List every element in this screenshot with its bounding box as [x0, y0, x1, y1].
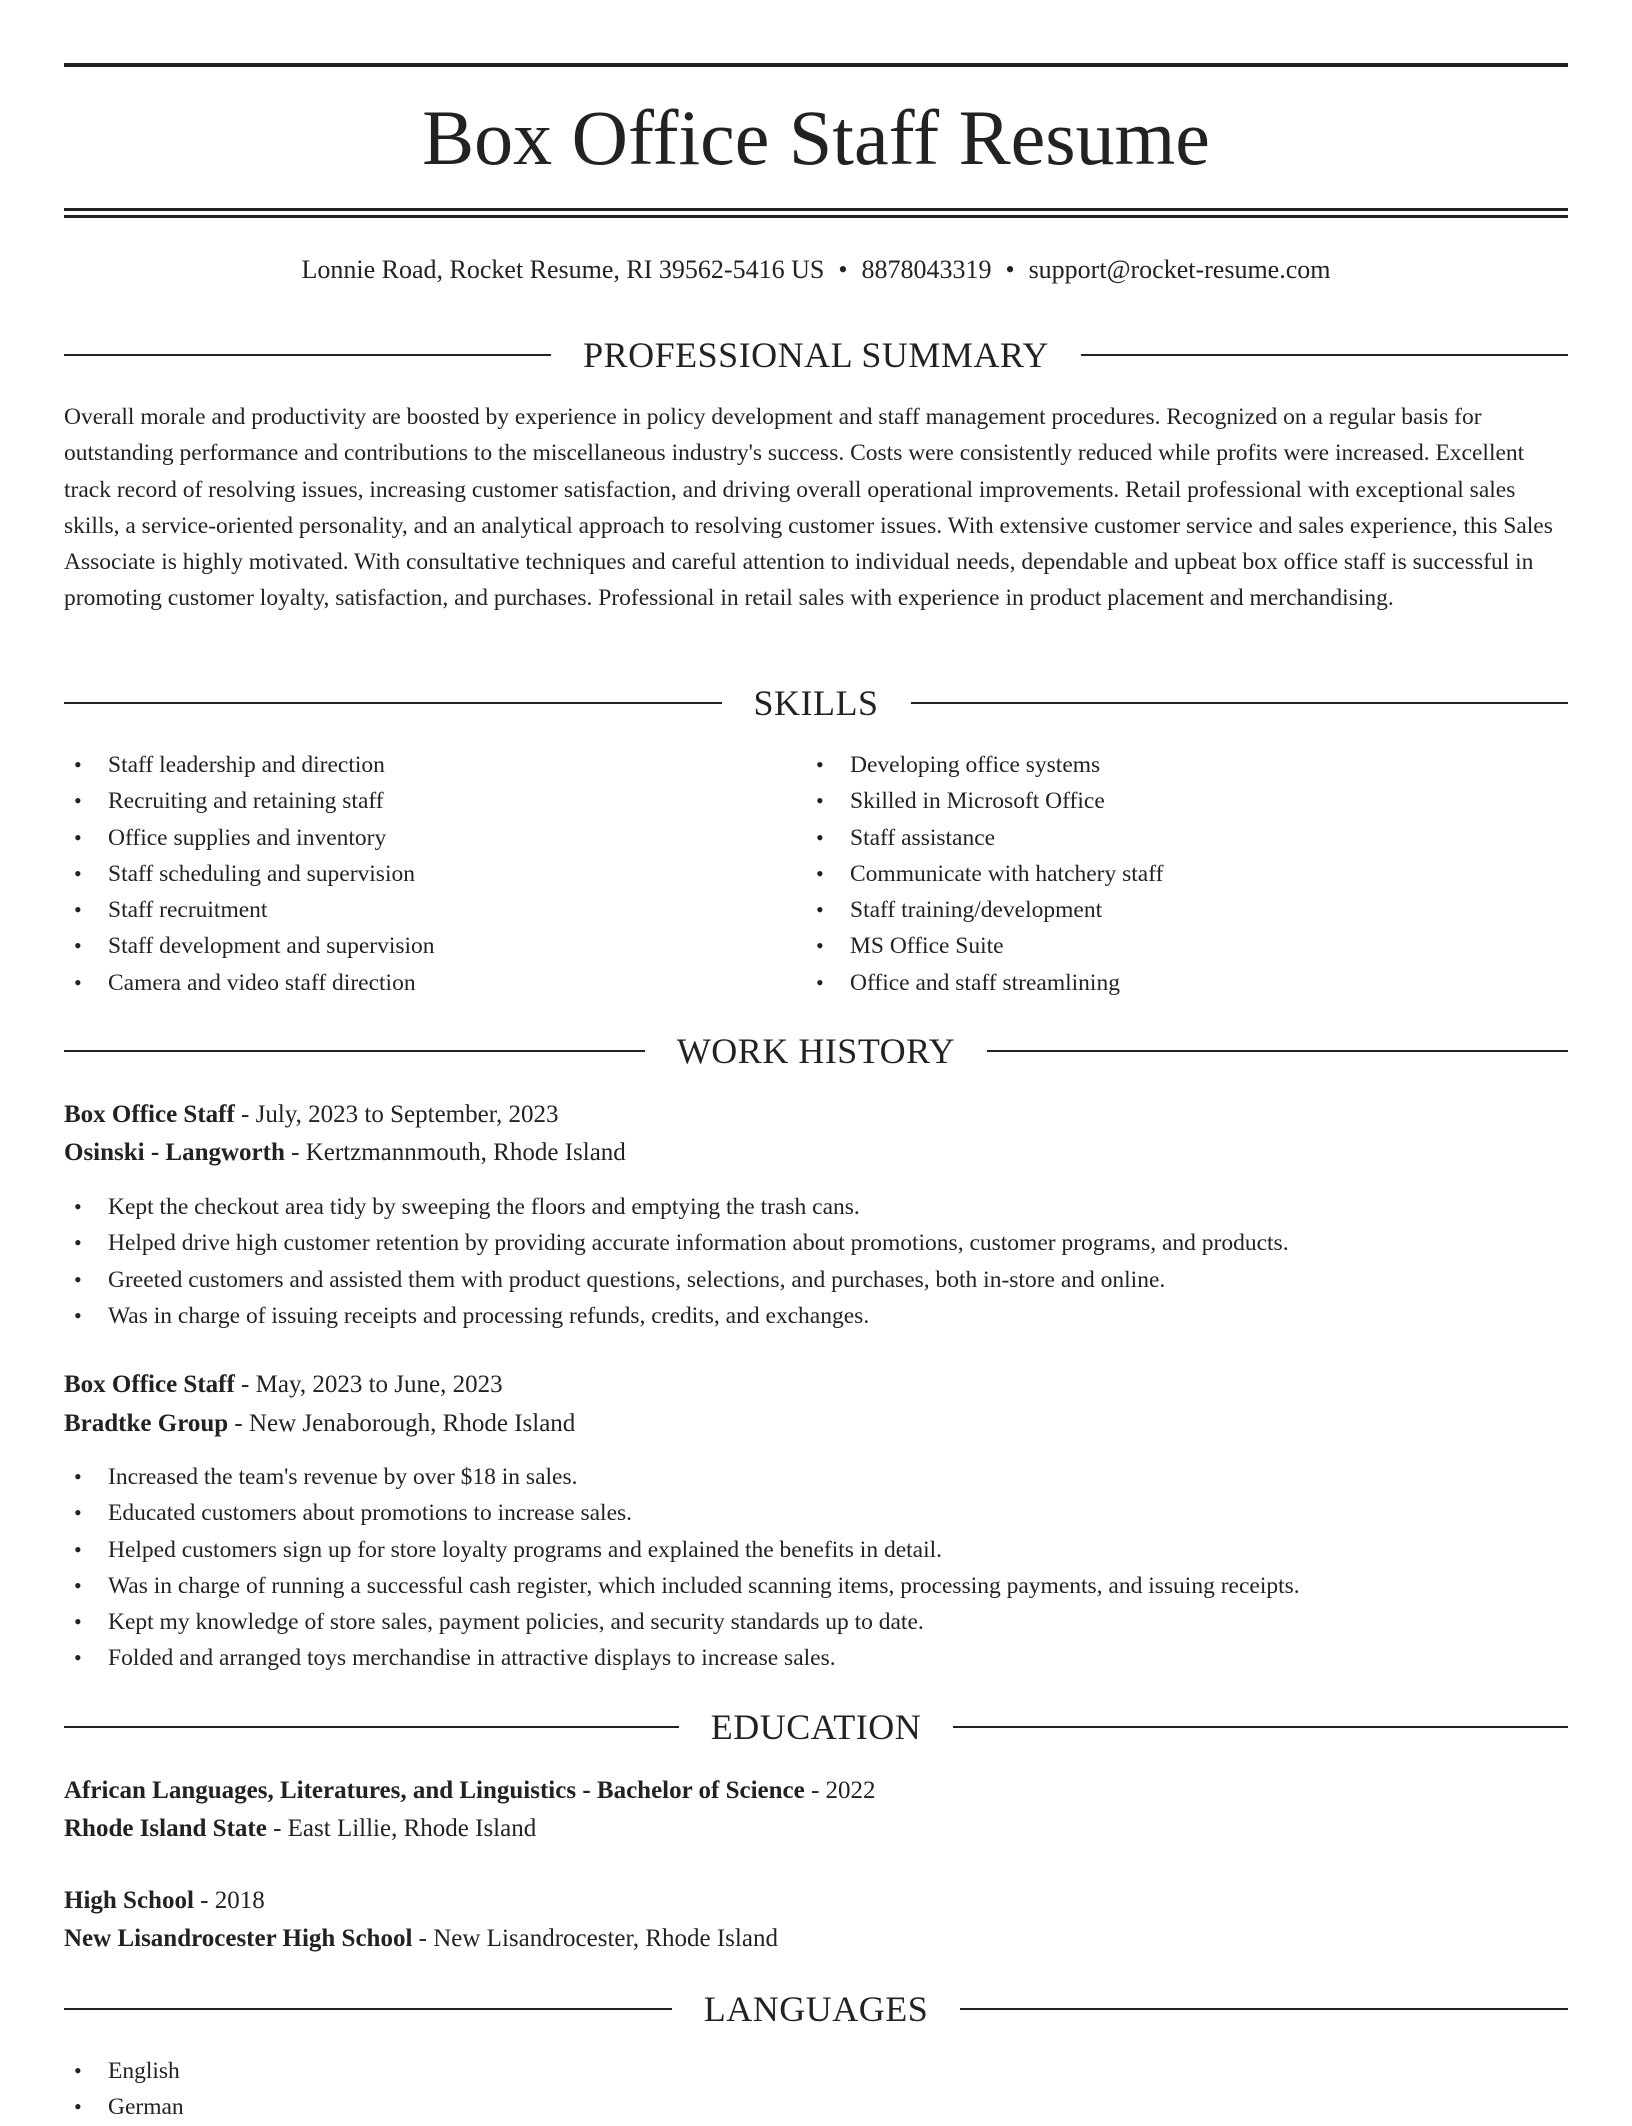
language-item: • English	[64, 2053, 1568, 2089]
education-school: Rhode Island State	[64, 1815, 267, 1842]
job-duty-item: • Was in charge of running a successful cash register, which included scanning items, processing payments, and issuing receipts.	[64, 1568, 1568, 1604]
contact-email: support@rocket-resume.com	[1028, 255, 1331, 284]
heading-rule	[64, 2008, 672, 2010]
contact-line	[64, 252, 1568, 288]
skill-item: • MS Office Suite	[806, 928, 1566, 964]
heading-rule	[987, 1050, 1568, 1052]
education-school: New Lisandrocester High School	[64, 1925, 413, 1952]
header-top-rule	[64, 63, 1568, 67]
section-heading-education	[64, 1707, 1568, 1747]
resume-title: Box Office Staff Resume	[422, 94, 1210, 181]
heading-label: WORK HISTORY	[676, 1031, 956, 1071]
heading-rule	[960, 2008, 1568, 2010]
skill-item: • Skilled in Microsoft Office	[806, 783, 1566, 819]
job-dates: - May, 2023 to June, 2023	[234, 1371, 503, 1398]
education-year: - 2022	[804, 1777, 876, 1804]
contact-separator: •	[1005, 255, 1015, 284]
education-degree-line	[64, 1772, 876, 1810]
job-duty-item: • Folded and arranged toys merchandise in attractive displays to increase sales.	[64, 1640, 1568, 1676]
job-dates: - July, 2023 to September, 2023	[234, 1101, 559, 1128]
job-duty-item: • Educated customers about promotions to increase sales.	[64, 1495, 1568, 1531]
section-heading-summary	[64, 335, 1568, 375]
education-school-line	[64, 1810, 536, 1848]
job-location: - New Jenaborough, Rhode Island	[228, 1410, 576, 1437]
job-company-line	[64, 1134, 626, 1172]
job-duty-item: • Kept my knowledge of store sales, payment policies, and security standards up to date.	[64, 1604, 1568, 1640]
heading-rule	[64, 702, 722, 704]
skill-item: • Staff development and supervision	[64, 928, 804, 964]
skill-item: • Office and staff streamlining	[806, 965, 1566, 1001]
skill-item: • Staff recruitment	[64, 892, 804, 928]
heading-rule	[911, 702, 1569, 704]
section-heading-languages	[64, 1989, 1568, 2029]
contact-address: Lonnie Road, Rocket Resume, RI 39562-5416 US	[301, 255, 825, 284]
education-degree-line	[64, 1882, 265, 1920]
skills-list-right	[806, 747, 1566, 1001]
professional-summary: Overall morale and productivity are boosted by experience in policy development and staff management procedures. Recognized on a regular basis for outstanding performance and contributions to the miscellaneous industry's success. Costs were consistently reduced while profits were increased. Excellent track record of resolving issues, increasing customer satisfaction, and driving overall operational improvements. Retail professional with exceptional sales skills, a service-oriented personality, and an analytical approach to resolving customer issues. With extensive customer service and sales experience, this Sales Associate is highly motivated. With consultative techniques and careful attention to individual needs, dependable and upbeat box office staff is successful in promoting customer loyalty, satisfaction, and purchases. Professional in retail sales with experience in product placement and merchandising.	[64, 404, 1553, 612]
job-location: - Kertzmannmouth, Rhode Island	[284, 1139, 626, 1166]
job-duties-list	[64, 1189, 1568, 1334]
job-company: Bradtke Group	[64, 1410, 229, 1437]
job-title-line	[64, 1096, 559, 1134]
job-title: Box Office Staff	[64, 1101, 235, 1128]
heading-rule	[1081, 354, 1568, 356]
section-heading-skills	[64, 683, 1568, 723]
skill-item: • Staff leadership and direction	[64, 747, 804, 783]
skill-item: • Staff training/development	[806, 892, 1566, 928]
language-item: • German	[64, 2089, 1568, 2125]
job-title: Box Office Staff	[64, 1371, 235, 1398]
job-duty-item: • Helped drive high customer retention by providing accurate information about promotions, customer programs, and products.	[64, 1225, 1568, 1261]
education-degree: African Languages, Literatures, and Linguistics - Bachelor of Science	[64, 1777, 805, 1804]
languages-list	[64, 2053, 1568, 2126]
education-location: - East Lillie, Rhode Island	[266, 1815, 537, 1842]
job-title-line	[64, 1366, 503, 1404]
skill-item: • Staff scheduling and supervision	[64, 856, 804, 892]
education-degree: High School	[64, 1887, 194, 1914]
job-duty-item: • Increased the team's revenue by over $18 in sales.	[64, 1459, 1568, 1495]
job-duties-list	[64, 1459, 1568, 1677]
job-duty-item: • Helped customers sign up for store loyalty programs and explained the benefits in detail.	[64, 1532, 1568, 1568]
section-heading-work	[64, 1031, 1568, 1071]
job-duty-item: • Was in charge of issuing receipts and processing refunds, credits, and exchanges.	[64, 1298, 1568, 1334]
skills-list-left	[64, 747, 804, 1001]
heading-rule	[64, 1726, 679, 1728]
skill-item: • Developing office systems	[806, 747, 1566, 783]
job-company: Osinski - Langworth	[64, 1139, 285, 1166]
header-double-rule	[64, 208, 1568, 218]
skill-item: • Recruiting and retaining staff	[64, 783, 804, 819]
job-company-line	[64, 1405, 575, 1443]
education-year: - 2018	[193, 1887, 265, 1914]
job-duty-item: • Greeted customers and assisted them with product questions, selections, and purchases, both in-store and online.	[64, 1262, 1568, 1298]
education-school-line	[64, 1920, 778, 1958]
contact-phone: 8878043319	[861, 255, 992, 284]
contact-separator: •	[838, 255, 848, 284]
heading-rule	[953, 1726, 1568, 1728]
heading-label: EDUCATION	[710, 1707, 922, 1747]
heading-rule	[64, 354, 551, 356]
skill-item: • Staff assistance	[806, 820, 1566, 856]
skill-item: • Communicate with hatchery staff	[806, 856, 1566, 892]
skill-item: • Office supplies and inventory	[64, 820, 804, 856]
heading-label: PROFESSIONAL SUMMARY	[583, 335, 1049, 375]
job-duty-item: • Kept the checkout area tidy by sweeping the floors and emptying the trash cans.	[64, 1189, 1568, 1225]
heading-label: LANGUAGES	[703, 1989, 929, 2029]
education-location: - New Lisandrocester, Rhode Island	[412, 1925, 778, 1952]
skill-item: • Camera and video staff direction	[64, 965, 804, 1001]
heading-rule	[64, 1050, 645, 1052]
heading-label: SKILLS	[753, 683, 879, 723]
